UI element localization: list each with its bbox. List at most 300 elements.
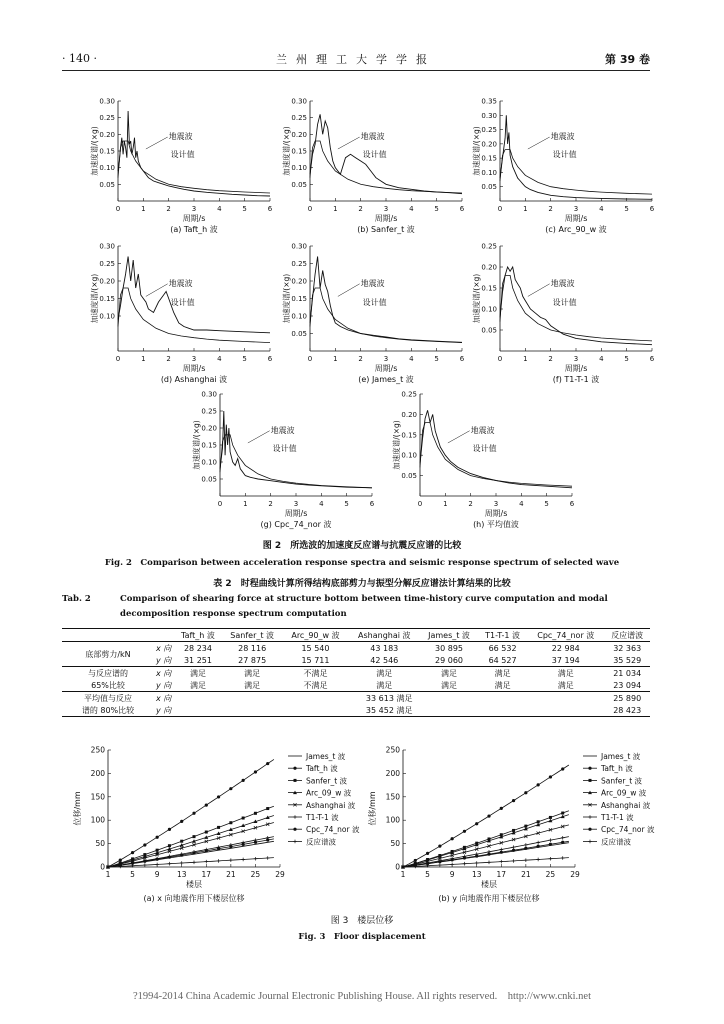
data-point	[561, 856, 565, 860]
series-line	[108, 759, 274, 867]
x-tick-label: 1	[333, 205, 338, 213]
y-tick-label: 0.30	[201, 390, 217, 399]
y-tick-label: 0.15	[481, 154, 497, 163]
table-cell: 35 452 满足	[365, 705, 413, 715]
x-tick-label: 25	[545, 870, 556, 879]
data-point	[524, 858, 528, 862]
data-point	[512, 799, 515, 802]
spectrum-chart-arc	[472, 95, 662, 235]
fig2-caption-cn: 图 2 所选波的加速度反应谱与抗震反应谱的比较	[262, 541, 462, 551]
chart-title: (b) Sanfer_t 波	[357, 225, 415, 234]
data-point	[131, 851, 134, 854]
chart-title: (a) Taft_h 波	[170, 225, 218, 234]
x-tick-label: 21	[521, 870, 531, 879]
col-header: Sanfer_t 波	[230, 630, 275, 640]
legend-label: T1-T-1 波	[601, 813, 634, 822]
table-cell: 满足	[189, 668, 206, 678]
table-cell: 35 529	[613, 655, 642, 665]
annotation-pointer	[248, 431, 270, 443]
y-tick-label: 0.10	[291, 312, 307, 321]
data-point	[536, 841, 540, 845]
annotation-earthquake: 地震波	[360, 132, 385, 141]
x-tick-label: 6	[369, 500, 375, 508]
x-tick-label: 5	[242, 355, 247, 363]
y-tick-label: 0.20	[291, 277, 307, 286]
x-tick-label: 6	[267, 355, 273, 363]
data-point	[524, 843, 528, 847]
data-point	[588, 767, 591, 770]
table-cell: 15 711	[301, 655, 330, 665]
x-tick-label: 0	[497, 205, 503, 213]
data-point	[450, 863, 454, 867]
tab2-title-text: Comparison of shearing force at structure bottom between time-history curve computation and modal decomposition response spectrum computation	[120, 594, 608, 619]
x-tick-label: 2	[548, 205, 553, 213]
x-tick-label: 5	[544, 500, 549, 508]
dir-label: y 向	[156, 705, 172, 715]
table-cell: 30 895	[435, 643, 464, 653]
data-point	[500, 807, 503, 810]
y-tick-label: 200	[90, 768, 105, 778]
data-point	[180, 840, 183, 843]
x-axis-label: 周期/s	[484, 509, 508, 518]
legend-label: Arc_09_w 波	[306, 788, 352, 798]
y-tick-label: 0.05	[291, 330, 307, 338]
series-line	[403, 765, 569, 867]
data-point	[588, 840, 592, 844]
data-point	[561, 841, 564, 844]
table-cell: 满足	[494, 668, 511, 678]
y-tick-label: 0.30	[99, 97, 115, 106]
dir-label: x 向	[156, 668, 172, 678]
y-tick-label: 0	[395, 862, 400, 872]
row-label-avg-1: 平均值与反应	[84, 693, 132, 703]
fig2-caption-en: Fig. 2 Comparison between acceleration response spectra and seismic response spectrum of selected wave	[104, 558, 620, 568]
y-tick-label: 0.15	[201, 441, 217, 450]
data-point	[589, 779, 592, 782]
x-tick-label: 1	[105, 870, 111, 879]
table-cell: 不满足	[303, 680, 328, 690]
col-header: 反应谱波	[611, 630, 644, 640]
y-tick-label: 0.15	[99, 147, 115, 156]
table-cell: 37 194	[551, 655, 580, 665]
table-cell: 43 183	[370, 643, 399, 653]
series-line-design	[500, 275, 652, 341]
col-header: Ashanghai 波	[358, 630, 411, 640]
data-point	[180, 861, 184, 865]
copyright-footer: ?1994-2014 China Academic Journal Electronic Publishing House. All rights reserved. http://www.cnki.net	[132, 991, 592, 1002]
x-tick-label: 2	[548, 355, 553, 363]
data-point	[180, 820, 183, 823]
x-tick-label: 3	[383, 355, 389, 363]
data-point	[143, 860, 146, 863]
table-cell: 33 613 满足	[365, 693, 413, 703]
x-tick-label: 5	[344, 500, 349, 508]
table-row	[62, 667, 650, 680]
legend-label: Ashanghai 波	[601, 800, 651, 810]
y-tick-label: 0.20	[201, 424, 217, 433]
displacement-chart-y	[365, 742, 665, 907]
x-tick-label: 1	[400, 870, 406, 879]
x-tick-label: 5	[130, 870, 135, 879]
y-tick-label: 0.25	[401, 390, 417, 399]
data-point	[438, 860, 441, 863]
table-cell: 28 234	[183, 643, 212, 653]
x-tick-label: 3	[191, 355, 197, 363]
data-point	[549, 775, 552, 778]
data-point	[168, 862, 172, 866]
data-point	[549, 857, 553, 861]
x-tick-label: 2	[358, 205, 363, 213]
y-tick-label: 0.25	[201, 407, 217, 416]
data-point	[217, 795, 220, 798]
y-tick-label: 0.30	[99, 242, 115, 251]
dir-label: x 向	[156, 643, 172, 653]
row-label-ratio65-1: 与反应谱的	[88, 668, 128, 678]
data-point	[512, 849, 515, 852]
x-tick-label: 3	[573, 355, 579, 363]
annotation-earthquake: 地震波	[168, 278, 193, 288]
annotation-pointer	[448, 431, 470, 443]
legend-label: Cpc_74_nor 波	[306, 825, 360, 835]
x-tick-label: 0	[217, 500, 223, 508]
chart-title: (c) Arc_90_w 波	[545, 225, 607, 234]
tab2-label: Tab. 2	[62, 594, 91, 604]
y-tick-label: 0.30	[291, 97, 307, 106]
x-tick-label: 5	[434, 355, 439, 363]
data-point	[549, 843, 552, 846]
x-axis-label: 周期/s	[564, 364, 588, 373]
annotation-earthquake: 地震波	[270, 425, 295, 435]
annotation-pointer	[338, 137, 360, 149]
x-tick-label: 1	[141, 205, 146, 213]
table-cell: 66 532	[488, 643, 517, 653]
series-line-design	[420, 423, 572, 487]
data-point	[438, 845, 441, 848]
table-cell: 21 034	[613, 668, 642, 678]
y-axis-label: 加速度谱/(×g)	[90, 126, 99, 176]
data-point	[193, 835, 196, 838]
data-point	[168, 828, 171, 831]
y-tick-label: 0.30	[481, 111, 497, 120]
col-header: Arc_90_w 波	[291, 630, 340, 640]
dir-label: y 向	[156, 655, 172, 665]
table-cell: 22 984	[551, 643, 580, 653]
x-tick-label: 6	[569, 500, 575, 508]
y-tick-label: 0.15	[481, 284, 497, 293]
data-point	[241, 858, 245, 862]
x-tick-label: 3	[293, 500, 299, 508]
data-point	[254, 812, 257, 815]
x-tick-label: 5	[425, 870, 430, 879]
y-tick-label: 0.10	[481, 305, 497, 314]
annotation-design: 设计值	[552, 150, 577, 159]
x-tick-label: 0	[417, 500, 423, 508]
table-cell: 28 423	[613, 705, 642, 715]
x-tick-label: 29	[275, 870, 285, 879]
x-tick-label: 17	[496, 870, 507, 879]
x-tick-label: 4	[217, 205, 222, 213]
x-tick-label: 3	[573, 205, 579, 213]
chart-title: (a) x 向地震作用下楼层位移	[143, 894, 245, 903]
table-cell: 满足	[376, 680, 393, 690]
data-point	[293, 767, 296, 770]
y-axis-label: 位移/mm	[73, 791, 82, 826]
x-tick-label: 2	[468, 500, 473, 508]
annotation-pointer	[528, 137, 550, 149]
x-tick-label: 1	[243, 500, 248, 508]
data-point	[205, 831, 208, 834]
y-tick-label: 0.15	[291, 295, 307, 303]
fig3-caption-en: Fig. 3 Floor displacement	[298, 932, 426, 942]
annotation-earthquake: 地震波	[168, 132, 193, 141]
x-tick-label: 21	[226, 870, 236, 879]
data-point	[536, 858, 540, 862]
data-point	[463, 856, 466, 859]
data-point	[561, 812, 564, 815]
y-tick-label: 100	[90, 815, 105, 825]
data-point	[524, 847, 527, 850]
data-point	[143, 863, 147, 867]
y-tick-label: 200	[385, 768, 400, 778]
table-cell: 28 116	[238, 643, 267, 653]
data-point	[588, 828, 591, 831]
chart-title: (d) Ashanghai 波	[160, 375, 228, 384]
y-tick-label: 100	[385, 815, 400, 825]
y-tick-label: 0.10	[201, 458, 217, 467]
data-point	[266, 838, 269, 841]
data-point	[475, 822, 478, 825]
data-point	[192, 861, 196, 865]
annotation-pointer	[146, 137, 168, 149]
chart-title: (e) James_t 波	[358, 375, 414, 384]
y-tick-label: 0.05	[401, 472, 417, 481]
x-tick-label: 1	[523, 355, 528, 363]
col-header: James_t 波	[428, 630, 470, 640]
data-point	[156, 836, 159, 839]
data-point	[192, 851, 195, 854]
x-tick-label: 17	[201, 870, 212, 879]
x-tick-label: 6	[649, 355, 655, 363]
y-tick-label: 0.20	[401, 410, 417, 419]
y-tick-label: 0.25	[99, 260, 115, 268]
x-tick-label: 6	[649, 205, 655, 213]
legend-label: Cpc_74_nor 波	[601, 825, 655, 835]
annotation-earthquake: 地震波	[360, 278, 385, 288]
data-point	[254, 857, 258, 861]
y-axis-label: 加速度谱/(×g)	[392, 420, 401, 470]
y-tick-label: 0.20	[99, 277, 115, 286]
data-point	[242, 779, 245, 782]
spectrum-chart-james	[282, 240, 472, 385]
data-point	[549, 816, 552, 819]
data-point	[293, 815, 297, 819]
chart-title: (g) Cpc_74_nor 波	[260, 520, 332, 529]
annotation-pointer	[338, 284, 360, 297]
dir-label: y 向	[156, 680, 172, 690]
y-tick-label: 150	[90, 792, 105, 802]
annotation-earthquake: 地震波	[550, 132, 575, 141]
table-cell: 满足	[244, 680, 261, 690]
series-line-design	[220, 435, 372, 488]
y-tick-label: 0.10	[99, 312, 115, 321]
table-cell: 15 540	[301, 643, 330, 653]
data-point	[293, 828, 296, 831]
annotation-pointer	[528, 284, 550, 297]
x-tick-label: 9	[449, 870, 455, 879]
x-tick-label: 1	[523, 205, 528, 213]
dir-label: x 向	[156, 693, 172, 703]
y-tick-label: 0.15	[401, 431, 417, 440]
y-tick-label: 0.20	[291, 130, 307, 139]
table-cell: 29 060	[435, 655, 464, 665]
y-tick-label: 0.25	[481, 126, 497, 135]
data-point	[487, 814, 490, 817]
data-point	[487, 861, 491, 865]
page-header	[62, 50, 650, 71]
col-header: Taft_h 波	[181, 630, 215, 640]
table-cell: 23 094	[613, 680, 642, 690]
x-tick-label: 0	[115, 355, 121, 363]
x-tick-label: 2	[358, 355, 363, 363]
annotation-design: 设计值	[170, 297, 195, 307]
data-point	[475, 854, 478, 857]
y-axis-label: 加速度谱/(×g)	[90, 273, 99, 324]
data-point	[414, 859, 417, 862]
y-tick-label: 0.05	[481, 326, 497, 335]
x-tick-label: 3	[493, 500, 499, 508]
y-tick-label: 0.05	[291, 180, 307, 189]
data-point	[205, 849, 208, 852]
data-point	[537, 845, 540, 848]
table-cell: 25 890	[613, 693, 642, 703]
annotation-design: 设计值	[552, 297, 577, 307]
annotation-earthquake: 地震波	[550, 278, 575, 288]
y-tick-label: 0.20	[481, 140, 497, 149]
y-tick-label: 0.25	[291, 114, 307, 123]
data-point	[229, 787, 232, 790]
data-point	[192, 812, 195, 815]
annotation-design: 设计值	[170, 150, 195, 159]
data-point	[143, 843, 146, 846]
tab2-title-en	[62, 592, 652, 624]
y-tick-label: 250	[90, 745, 105, 755]
data-point	[294, 779, 297, 782]
y-tick-label: 0.25	[481, 242, 497, 251]
legend-label: James_t 波	[601, 752, 641, 761]
data-point	[168, 844, 171, 847]
data-point	[438, 863, 442, 867]
series-line-earthquake	[118, 257, 270, 333]
row-label-ratio65-2: 65%比较	[91, 680, 125, 690]
annotation-design: 设计值	[362, 150, 387, 159]
x-tick-label: 2	[268, 500, 273, 508]
x-tick-label: 3	[383, 205, 389, 213]
legend-label: T1-T-1 波	[306, 813, 339, 822]
x-tick-label: 2	[166, 205, 171, 213]
table-cell: 满足	[557, 668, 574, 678]
fig3-caption-cn: 图 3 楼层位移	[330, 916, 394, 926]
table-cell: 64 527	[488, 655, 517, 665]
table-cell: 32 363	[613, 643, 642, 653]
y-axis-label: 加速度谱/(×g)	[472, 273, 481, 324]
data-point	[217, 859, 221, 863]
data-point	[168, 856, 171, 859]
spectrum-chart-ashanghai	[90, 240, 280, 385]
data-point	[463, 862, 467, 866]
annotation-design: 设计值	[272, 444, 297, 454]
table-cell: 满足	[189, 680, 206, 690]
data-point	[487, 853, 490, 856]
legend-label: Taft_h 波	[601, 764, 633, 774]
x-tick-label: 1	[333, 355, 338, 363]
x-tick-label: 5	[434, 205, 439, 213]
x-tick-label: 4	[409, 355, 414, 363]
shear-table	[62, 628, 650, 717]
y-tick-label: 250	[385, 745, 400, 755]
data-point	[293, 840, 297, 844]
data-point	[119, 858, 122, 861]
x-tick-label: 0	[307, 205, 313, 213]
y-tick-label: 0.25	[99, 114, 115, 123]
x-tick-label: 25	[250, 870, 261, 879]
x-tick-label: 1	[141, 355, 146, 363]
spectrum-chart-average	[392, 388, 582, 530]
y-tick-label: 0.35	[481, 97, 497, 106]
data-point	[561, 767, 564, 770]
x-tick-label: 29	[570, 870, 580, 879]
data-point	[180, 853, 183, 856]
legend-label: 反应谱波	[306, 837, 336, 847]
volume-label: 第 39 卷	[605, 53, 650, 66]
data-point	[254, 841, 257, 844]
data-point	[499, 860, 503, 864]
x-tick-label: 0	[497, 355, 503, 363]
y-tick-label: 0.20	[99, 130, 115, 139]
y-tick-label: 0.10	[481, 168, 497, 177]
data-point	[254, 770, 257, 773]
spectrum-chart-cpc	[192, 388, 382, 530]
chart-title: (b) y 向地震作用下楼层位移	[438, 894, 540, 903]
y-axis-label: 位移/mm	[368, 791, 377, 826]
x-tick-label: 4	[319, 500, 324, 508]
x-tick-label: 4	[519, 500, 524, 508]
legend-label: Sanfer_t 波	[306, 776, 348, 786]
x-axis-label: 周期/s	[182, 364, 206, 373]
y-tick-label: 0.10	[291, 164, 307, 173]
data-point	[266, 807, 269, 810]
data-point	[229, 845, 232, 848]
col-header: Cpc_74_nor 波	[537, 630, 595, 640]
legend-label: James_t 波	[306, 752, 346, 761]
x-tick-label: 6	[459, 355, 465, 363]
x-axis-label: 周期/s	[564, 214, 588, 223]
x-tick-label: 2	[166, 355, 171, 363]
data-point	[266, 762, 269, 765]
table-cell: 42 546	[370, 655, 399, 665]
x-axis-label: 楼层	[186, 880, 202, 889]
table-cell: 27 875	[238, 655, 267, 665]
x-tick-label: 6	[459, 205, 465, 213]
y-axis-label: 加速度谱/(×g)	[282, 126, 291, 176]
y-tick-label: 0.05	[481, 183, 497, 192]
annotation-design: 设计值	[362, 297, 387, 307]
y-tick-label: 0.15	[291, 147, 307, 156]
x-tick-label: 4	[599, 205, 604, 213]
data-point	[205, 804, 208, 807]
data-point	[512, 859, 516, 863]
data-point	[451, 858, 454, 861]
x-tick-label: 13	[176, 870, 187, 879]
